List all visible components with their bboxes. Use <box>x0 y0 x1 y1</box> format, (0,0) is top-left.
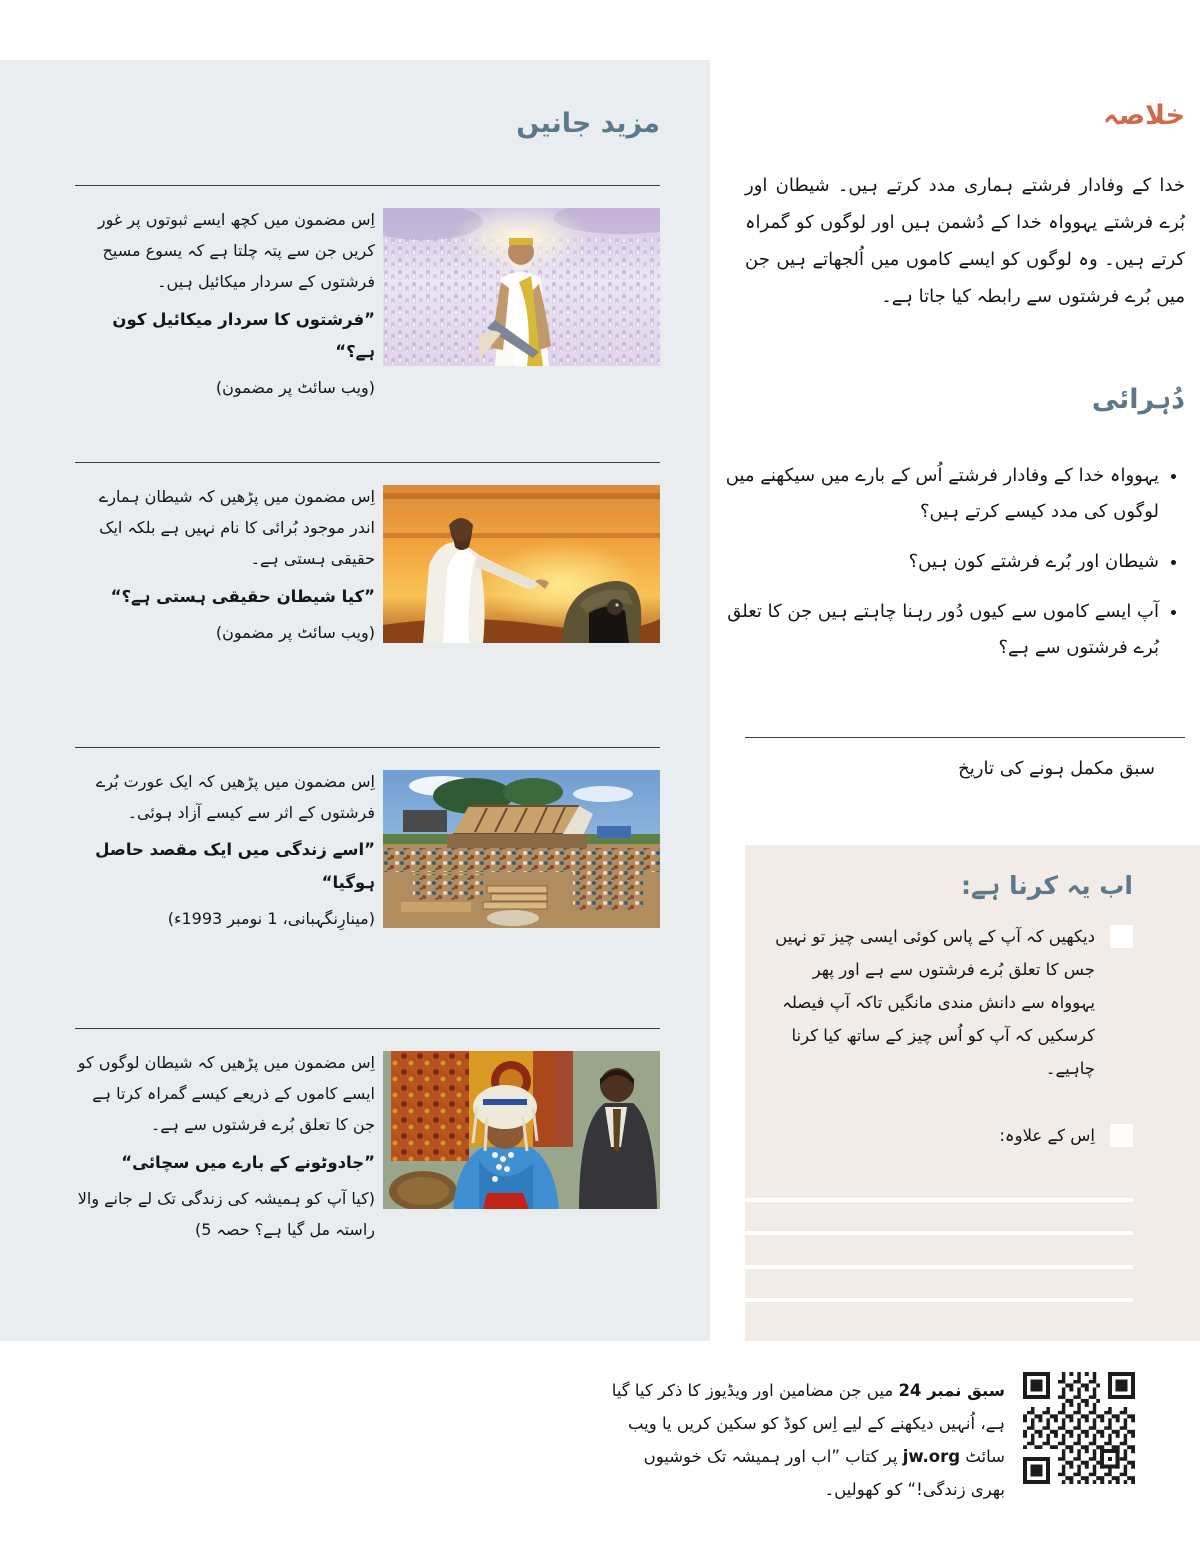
write-in-line[interactable] <box>745 1265 1133 1269</box>
section-divider <box>745 737 1185 738</box>
jw-org-site: jw.org <box>902 1447 961 1466</box>
item-article-title[interactable]: ”جادوٹونے کے بارے میں سچائی“ <box>121 1152 375 1172</box>
item-description: اِس مضمون میں پڑھیں کہ شیطان ہمارے اندر موجود بُرائی کا نام نہیں ہے بلکہ ایک حقیقی ہستی ہے۔ <box>98 487 375 569</box>
write-in-line[interactable] <box>745 1231 1133 1235</box>
item-article-title[interactable]: ”اسے زندگی میں ایک مقصد حاصل ہوگیا“ <box>95 840 375 892</box>
now-do-this-box <box>745 845 1200 1341</box>
qr-instructions-text: پر کتاب ”اب اور ہمیشہ تک خوشیوں بھری زندگی!“ کو کھولیں۔ <box>643 1447 1005 1499</box>
review-question: • شیطان اور بُرے فرشتے کون ہیں؟ <box>719 544 1159 580</box>
item-description: اِس مضمون میں پڑھیں کہ ایک عورت بُرے فرشتوں کے اثر سے کیسے آزاد ہوئی۔ <box>95 772 375 823</box>
write-in-line[interactable] <box>745 1198 1133 1202</box>
todo-item-text: اِس کے علاوہ: <box>999 1126 1095 1145</box>
item-description: اِس مضمون میں پڑھیں کہ شیطان لوگوں کو ایسے کاموں کے ذریعے کیسے گمراہ کرتا ہے جن کا تعلق بُرے فرشتوں سے ہے۔ <box>77 1053 375 1135</box>
learn-more-item <box>75 185 660 403</box>
qr-instructions-text: میں جن مضامین اور ویڈیوز کا ذکر کیا گیا ہے، اُنہیں دیکھنے کے لیے اِس کوڈ کو سکین کریں یا ویب سائٹ <box>611 1381 1005 1466</box>
checkbox[interactable] <box>1110 1124 1133 1147</box>
item-source: (کیا آپ کو ہمیشہ کی زندگی تک لے جانے والا راستہ مل گیا ہے؟ حصہ 5) <box>77 1188 375 1239</box>
qr-code <box>1023 1372 1135 1484</box>
todo-item <box>771 1119 1133 1152</box>
review-question: • آپ ایسے کاموں سے کیوں دُور رہنا چاہتے ہیں جن کا تعلق بُرے فرشتوں سے ہے؟ <box>719 594 1159 666</box>
item-source: (مینارِنگہبانی، 1 نومبر 1993ء) <box>167 908 375 928</box>
qr-instructions <box>605 1374 1005 1506</box>
learn-more-item <box>75 747 660 934</box>
spirit-healer-image <box>383 1051 660 1209</box>
learn-more-item <box>75 462 660 648</box>
todo-item-text: دیکھیں کہ آپ کے پاس کوئی ایسی چیز تو نہیں جس کا تعلق بُرے فرشتوں سے ہے اور پھر یہوواہ سے دانش مندی مانگیں تاکہ آپ فیصلہ کرسکیں کہ آپ کو اُس چیز کے ساتھ کیا کرنا چاہیے۔ <box>775 927 1095 1078</box>
review-questions <box>719 458 1185 680</box>
jesus-rebukes-satan-image <box>383 485 660 643</box>
write-in-line[interactable] <box>745 1298 1133 1302</box>
item-source: (ویب سائٹ پر مضمون) <box>215 622 375 642</box>
review-heading: دُہرائی <box>1091 384 1185 415</box>
checkbox[interactable] <box>1110 925 1133 948</box>
item-description: اِس مضمون میں کچھ ایسے ثبوتوں پر غور کریں جن سے پتہ چلتا ہے کہ یسوع مسیح فرشتوں کے سردار میکائیل ہیں۔ <box>97 210 375 292</box>
lesson-number: سبق نمبر 24 <box>898 1381 1005 1400</box>
todo-item <box>771 920 1133 1085</box>
learn-more-title: مزید جانیں <box>516 108 660 139</box>
kingdom-hall-construction-image <box>383 770 660 928</box>
item-source: (ویب سائٹ پر مضمون) <box>215 377 375 397</box>
lesson-completed-date-label: سبق مکمل ہونے کی تاریخ <box>958 758 1155 779</box>
item-article-title[interactable]: ”فرشتوں کا سردار میکائیل کون ہے؟“ <box>112 309 375 361</box>
summary-heading: خلاصہ <box>1103 100 1185 131</box>
review-question: • یہوواہ خدا کے وفادار فرشتے اُس کے بارے میں سیکھنے میں لوگوں کی مدد کیسے کرتے ہیں؟ <box>719 458 1159 530</box>
item-article-title[interactable]: ”کیا شیطان حقیقی ہستی ہے؟“ <box>110 586 375 606</box>
michael-angel-armies-image <box>383 208 660 366</box>
learn-more-panel <box>0 60 710 1341</box>
now-do-this-heading: اب یہ کرنا ہے: <box>961 871 1133 900</box>
summary-text: خدا کے وفادار فرشتے ہماری مدد کرتے ہیں۔ شیطان اور بُرے فرشتے یہوواہ خدا کے دُشمن ہیں اور لوگوں کو گمراہ کرتے ہیں۔ وہ لوگوں کو ایسے کاموں میں اُلجھاتے ہیں جن میں بُرے فرشتوں سے رابطہ کیا جاتا ہے۔ <box>745 175 1185 307</box>
learn-more-item <box>75 1028 660 1245</box>
